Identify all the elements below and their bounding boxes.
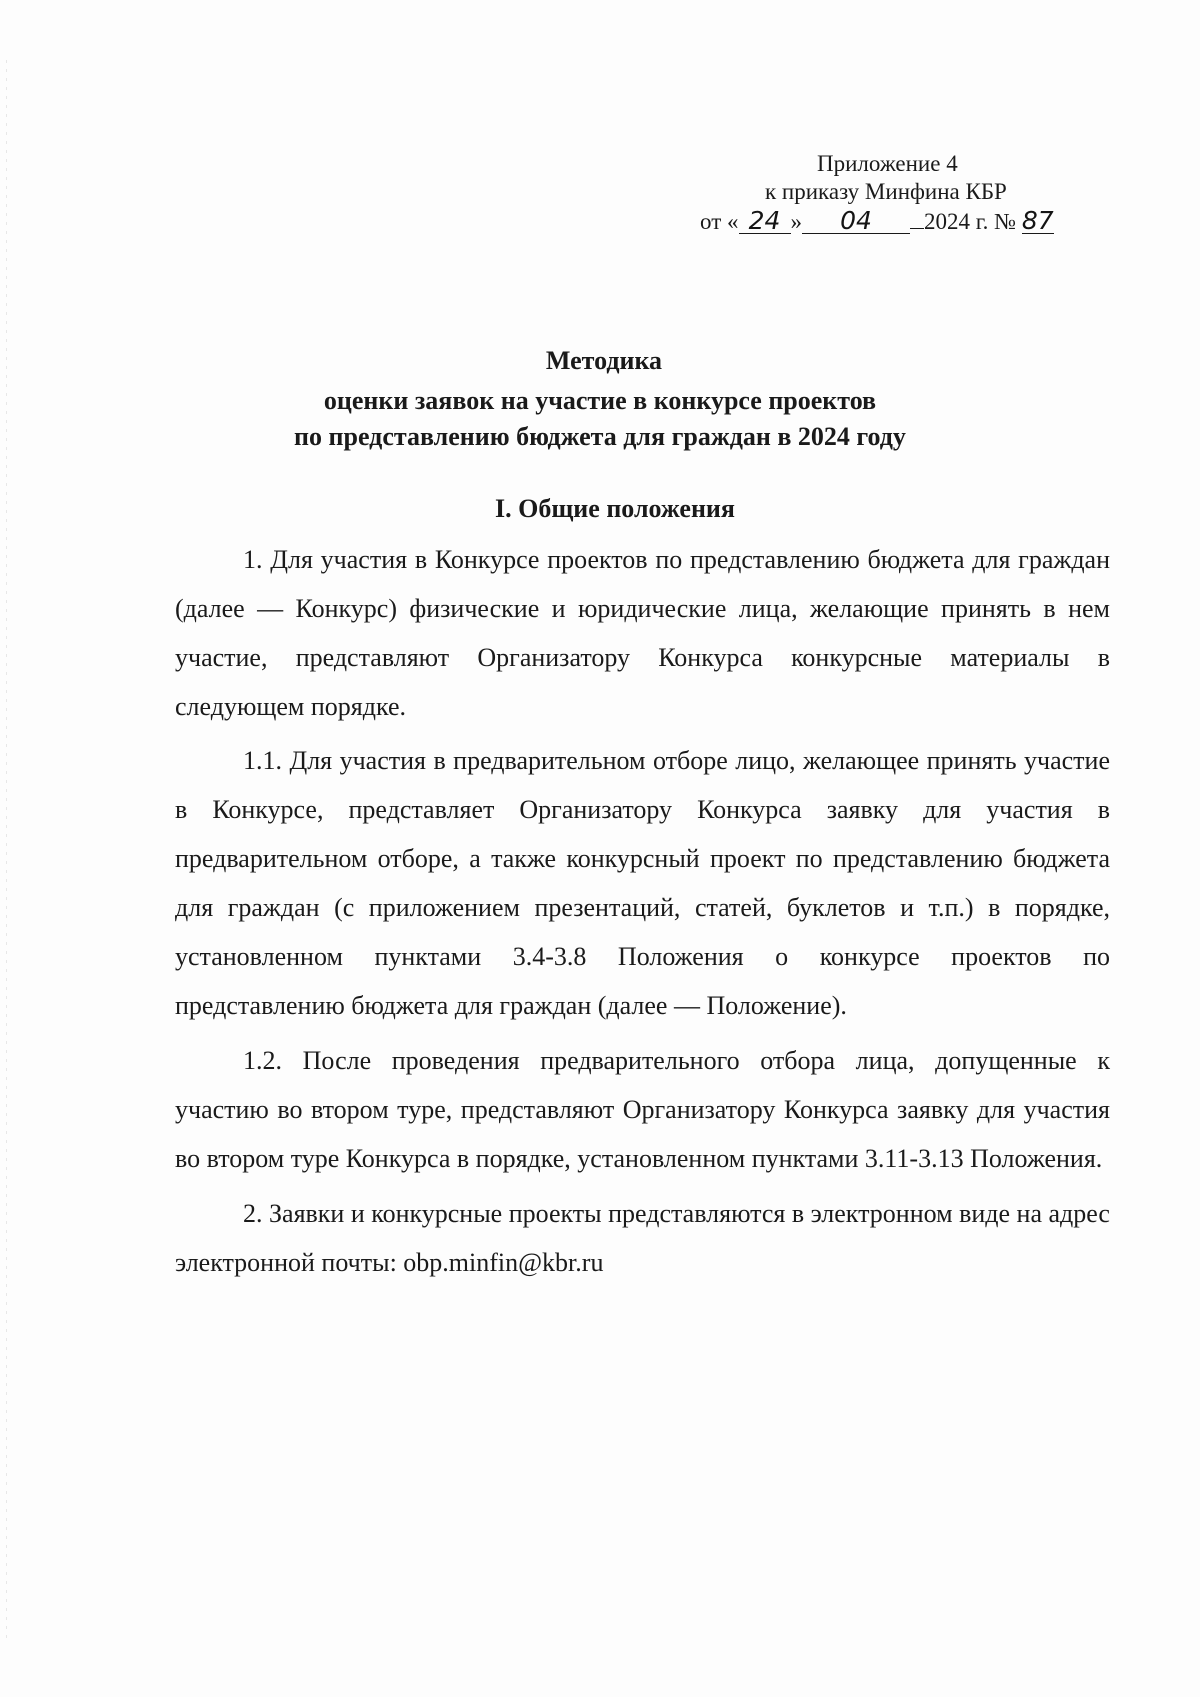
title-line-1: Методика xyxy=(545,346,663,375)
section-heading: I. Общие положения xyxy=(495,494,735,523)
appendix-number: Приложение 4 xyxy=(817,151,958,176)
paragraph-1-2: 1.2. После проведения предварительного отбора лица, допущенные к участию во втором туре, представляют Организатору Конкурса заявку для участия во втором туре Конкурса в порядке, установленном пунктами 3.11-3.13 Положения. xyxy=(175,1046,1110,1173)
appendix-order-reference: к приказу Минфина КБР xyxy=(765,179,1007,204)
appendix-date-line xyxy=(700,206,1100,236)
handwritten-order-number: 87 xyxy=(1021,206,1054,235)
date-year-number-label: 2024 г. № xyxy=(924,209,1017,234)
document-title xyxy=(0,343,1200,455)
appendix-stamp xyxy=(700,150,1100,236)
date-quote-close: » xyxy=(790,209,802,234)
paragraph-1: 1. Для участия в Конкурсе проектов по представлению бюджета для граждан (далее — Конкурс) физические и юридические лица, желающие принять в нем участие, представляют Организатору Конкурса конкурсные материалы в следующем порядке. xyxy=(175,545,1110,721)
scan-edge-artifact xyxy=(6,60,7,1640)
date-prefix: от « xyxy=(700,209,739,234)
date-underline-blank xyxy=(910,206,924,229)
handwritten-day: 24 xyxy=(739,209,791,234)
paragraph-1-1: 1.1. Для участия в предварительном отборе лицо, желающее принять участие в Конкурсе, представляет Организатору Конкурса заявку для участия в предварительном отборе, а также конкурсный проект по представлению бюджета для граждан (с приложением презентаций, статей, буклетов и т.п.) в порядке, установленном пунктами 3.4-3.8 Положения о конкурсе проектов по представлению бюджета для граждан (далее — Положение). xyxy=(175,746,1110,1020)
document-body xyxy=(175,535,1110,1287)
handwritten-month: 04 xyxy=(802,209,910,234)
paragraph-2: 2. Заявки и конкурсные проекты представляются в электронном виде на адрес электронной почты: obp.minfin@kbr.ru xyxy=(175,1199,1110,1277)
title-line-3: по представлению бюджета для граждан в 2024 году xyxy=(294,422,906,451)
title-line-2: оценки заявок на участие в конкурсе проектов xyxy=(323,386,877,415)
